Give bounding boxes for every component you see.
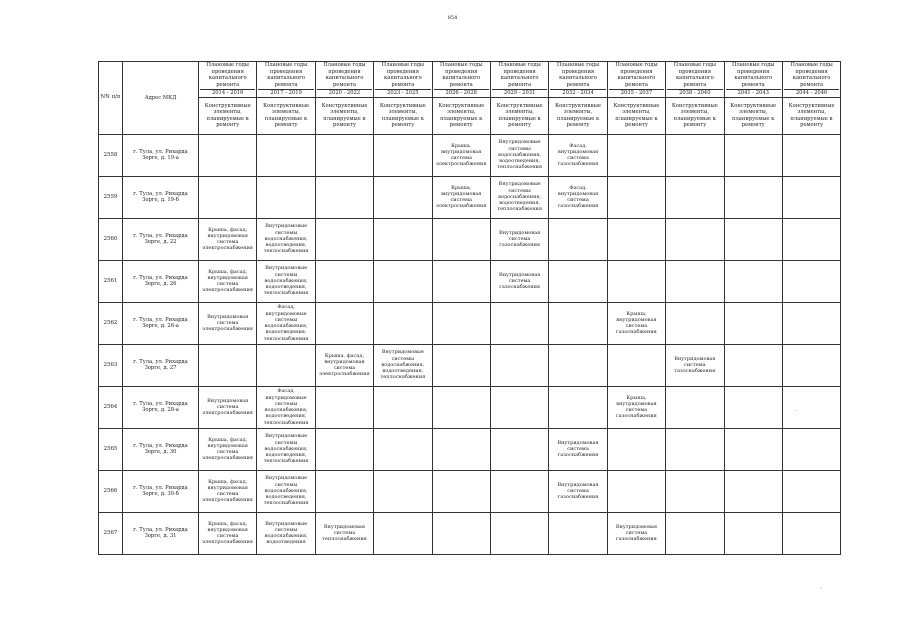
repair-cell	[724, 470, 782, 512]
repair-cell: Крыша, фасад, внутридомовая система электроснабжения	[199, 218, 257, 260]
row-address: г. Тула, ул. Рихарда Зорге, д. 28-а	[123, 386, 199, 428]
repair-cell	[782, 470, 840, 512]
row-address: г. Тула, ул. Рихарда Зорге, д. 30-б	[123, 470, 199, 512]
row-address: г. Тула, ул. Рихарда Зорге, д. 19-а	[123, 134, 199, 176]
row-number: 2563	[99, 344, 123, 386]
repair-cell	[315, 260, 373, 302]
header-period-title: Плановые годы проведения капитального ремонта	[381, 62, 425, 88]
repair-cell	[782, 512, 840, 554]
header-period	[490, 62, 548, 98]
table-row	[99, 302, 841, 344]
row-address: г. Тула, ул. Рихарда Зорге, д. 26-а	[123, 302, 199, 344]
table-row	[99, 344, 841, 386]
header-num: NN п/п	[99, 62, 123, 135]
row-address: г. Тула, ул. Рихарда Зорге, д. 26	[123, 260, 199, 302]
repair-cell	[490, 470, 548, 512]
header-period-years: 2044 - 2046	[784, 89, 839, 97]
repair-cell: Внутридомовые системы водоснабжения, водоотведения, теплоснабжения	[257, 470, 315, 512]
repair-cell: Внутридомовые системы водоснабжения, водоотведения, теплоснабжения	[257, 428, 315, 470]
header-elements: Конструктивные элементы, планируемые к ремонту	[607, 97, 665, 134]
header-period-years: 2026 - 2028	[434, 89, 489, 97]
header-elements: Конструктивные элементы, планируемые к ремонту	[257, 97, 315, 134]
scan-speck: ·	[795, 408, 797, 415]
repair-cell	[607, 344, 665, 386]
repair-cell: Крыша, фасад, внутридомовая система электроснабжения	[315, 344, 373, 386]
row-number: 2566	[99, 470, 123, 512]
repair-cell	[315, 176, 373, 218]
repair-cell	[490, 428, 548, 470]
header-period-years: 2020 - 2022	[317, 89, 372, 97]
repair-cell	[666, 470, 724, 512]
repair-cell	[490, 302, 548, 344]
repair-cell	[257, 176, 315, 218]
repair-cell: Фасад, внутридомовая система газоснабжения	[549, 134, 607, 176]
row-number: 2559	[99, 176, 123, 218]
repair-cell	[782, 260, 840, 302]
repair-cell	[432, 386, 490, 428]
header-period	[666, 62, 724, 98]
row-address: г. Тула, ул. Рихарда Зорге, д. 30	[123, 428, 199, 470]
repair-cell	[374, 218, 432, 260]
repair-cell: Внутридомовая система газоснабжения	[549, 470, 607, 512]
repair-cell	[432, 302, 490, 344]
repair-cell	[666, 218, 724, 260]
row-number: 2564	[99, 386, 123, 428]
repair-cell: Крыша, внутридомовая система электроснабжения	[432, 176, 490, 218]
header-period-title: Плановые годы проведения капитального ремонта	[731, 62, 775, 88]
repair-cell: Внутридомовые системы водоснабжения, водоотведения, теплоснабжения	[490, 134, 548, 176]
header-elements: Конструктивные элементы, планируемые к ремонту	[315, 97, 373, 134]
header-elements: Конструктивные элементы, планируемые к ремонту	[666, 97, 724, 134]
repair-cell	[724, 134, 782, 176]
repair-cell: Внутридомовая система электроснабжения	[199, 302, 257, 344]
row-number: 2562	[99, 302, 123, 344]
header-period	[257, 62, 315, 98]
header-period-years: 2017 - 2019	[258, 89, 313, 97]
repair-cell: Внутридомовые системы водоснабжения, водоотведения, теплоснабжения	[257, 218, 315, 260]
repair-cell	[432, 344, 490, 386]
repair-cell: Внутридомовая система газоснабжения	[666, 344, 724, 386]
row-number: 2560	[99, 218, 123, 260]
header-period-years: 2029 - 2031	[492, 89, 547, 97]
repair-cell	[432, 512, 490, 554]
repair-cell	[490, 386, 548, 428]
repair-cell	[374, 386, 432, 428]
header-period	[199, 62, 257, 98]
repair-cell	[432, 260, 490, 302]
repair-cell	[782, 134, 840, 176]
repair-cell	[315, 386, 373, 428]
repair-cell: Внутридомовая система электроснабжения	[199, 386, 257, 428]
header-period-title: Плановые годы проведения капитального ремонта	[790, 62, 833, 88]
repair-cell	[782, 344, 840, 386]
repair-cell	[432, 470, 490, 512]
header-row-elements	[99, 97, 841, 134]
table-row	[99, 134, 841, 176]
repair-cell: Крыша, внутридомовая система газоснабжения	[607, 302, 665, 344]
repair-cell	[666, 428, 724, 470]
repair-cell	[724, 260, 782, 302]
header-period-title: Плановые годы проведения капитального ремонта	[264, 62, 308, 88]
repair-cell	[199, 176, 257, 218]
header-row-periods	[99, 62, 841, 98]
repair-cell	[549, 512, 607, 554]
repair-cell	[257, 344, 315, 386]
table-row	[99, 176, 841, 218]
repair-cell	[607, 218, 665, 260]
header-period	[782, 62, 840, 98]
header-period-years: 2035 - 2037	[609, 89, 664, 97]
repair-cell	[724, 302, 782, 344]
repair-cell	[199, 134, 257, 176]
row-address: г. Тула, ул. Рихарда Зорге, д. 19-б	[123, 176, 199, 218]
row-number: 2561	[99, 260, 123, 302]
header-address: Адрес МКД	[123, 62, 199, 135]
repair-cell	[724, 512, 782, 554]
repair-cell	[607, 134, 665, 176]
header-elements: Конструктивные элементы, планируемые к ремонту	[549, 97, 607, 134]
repair-cell	[724, 344, 782, 386]
repair-cell: Крыша, фасад, внутридомовая система электроснабжения	[199, 512, 257, 554]
repair-cell: Внутридомовые системы водоснабжения, водоотведения	[257, 512, 315, 554]
table-row	[99, 386, 841, 428]
repair-cell	[432, 428, 490, 470]
repair-cell	[374, 302, 432, 344]
repair-cell	[782, 428, 840, 470]
repair-cell: Внутридомовая система газоснабжения	[490, 260, 548, 302]
repair-cell	[315, 134, 373, 176]
repair-cell: Крыша, фасад, внутридомовая система электроснабжения	[199, 428, 257, 470]
header-elements: Конструктивные элементы, планируемые к ремонту	[374, 97, 432, 134]
header-period-title: Плановые годы проведения капитального ремонта	[323, 62, 366, 88]
header-elements: Конструктивные элементы, планируемые к ремонту	[199, 97, 257, 134]
repair-cell	[782, 176, 840, 218]
repair-cell	[607, 428, 665, 470]
header-period-years: 2023 - 2025	[375, 89, 430, 97]
table-row	[99, 428, 841, 470]
header-period	[432, 62, 490, 98]
repair-cell	[666, 302, 724, 344]
repair-cell	[782, 302, 840, 344]
repair-cell	[315, 302, 373, 344]
repair-cell: Крыша, внутридомовая система газоснабжения	[607, 386, 665, 428]
repair-cell	[374, 428, 432, 470]
repair-cell	[666, 134, 724, 176]
scan-speck: ·	[820, 585, 822, 592]
repair-cell: Внутридомовые системы водоснабжения, водоотведения, теплоснабжения	[490, 176, 548, 218]
header-period-years: 2038 - 2040	[667, 89, 722, 97]
repair-cell	[374, 512, 432, 554]
repair-cell: Крыша, фасад, внутридомовая система электроснабжения	[199, 260, 257, 302]
header-period-title: Плановые годы проведения капитального ремонта	[673, 62, 717, 88]
repair-cell	[549, 302, 607, 344]
row-number: 2565	[99, 428, 123, 470]
header-period-title: Плановые годы проведения капитального ремонта	[556, 62, 600, 88]
header-period	[607, 62, 665, 98]
row-address: г. Тула, ул. Рихарда Зорге, д. 22	[123, 218, 199, 260]
header-elements: Конструктивные элементы, планируемые к ремонту	[490, 97, 548, 134]
repair-cell	[490, 344, 548, 386]
repair-cell	[724, 218, 782, 260]
repair-cell	[374, 176, 432, 218]
repair-cell	[374, 260, 432, 302]
repair-cell	[724, 176, 782, 218]
repair-cell	[315, 428, 373, 470]
table-row	[99, 218, 841, 260]
repair-cell: Фасад, внутридомовые системы водоснабжения, водоотведения, теплоснабжения	[257, 302, 315, 344]
repair-cell	[782, 386, 840, 428]
header-period	[549, 62, 607, 98]
header-period-title: Плановые годы проведения капитального ремонта	[440, 62, 483, 88]
capital-repair-table	[98, 61, 841, 555]
repair-cell: Фасад, внутридомовая система газоснабжения	[549, 176, 607, 218]
row-number: 2567	[99, 512, 123, 554]
row-address: г. Тула, ул. Рихарда Зорге, д. 31	[123, 512, 199, 554]
header-elements: Конструктивные элементы, планируемые к ремонту	[724, 97, 782, 134]
table-row	[99, 512, 841, 554]
repair-cell	[374, 470, 432, 512]
repair-cell	[666, 386, 724, 428]
header-elements: Конструктивные элементы, планируемые к ремонту	[432, 97, 490, 134]
repair-cell	[724, 428, 782, 470]
repair-cell: Фасад, внутридомовые системы водоснабжения, водоотведения, теплоснабжения	[257, 386, 315, 428]
repair-cell	[374, 134, 432, 176]
repair-cell: Внутридомовые системы водоснабжения, водоотведения, теплоснабжения	[374, 344, 432, 386]
header-elements: Конструктивные элементы, планируемые к ремонту	[782, 97, 840, 134]
repair-cell	[315, 218, 373, 260]
repair-cell: Внутридомовая система газоснабжения	[549, 428, 607, 470]
repair-cell	[666, 176, 724, 218]
repair-cell	[549, 344, 607, 386]
repair-cell	[549, 218, 607, 260]
header-period	[315, 62, 373, 98]
repair-cell: Внутридомовая система теплоснабжения	[315, 512, 373, 554]
table-row	[99, 470, 841, 512]
repair-cell	[549, 386, 607, 428]
repair-cell: Крыша, фасад, внутридомовая система электроснабжения	[199, 470, 257, 512]
header-period-years: 2041 - 2043	[726, 89, 781, 97]
header-period-years: 2032 - 2034	[550, 89, 605, 97]
header-period	[724, 62, 782, 98]
repair-cell	[315, 470, 373, 512]
repair-cell: Внутридомовая система газоснабжения	[607, 512, 665, 554]
repair-cell	[549, 260, 607, 302]
repair-cell	[490, 512, 548, 554]
repair-cell	[666, 260, 724, 302]
repair-cell	[666, 512, 724, 554]
repair-cell	[432, 218, 490, 260]
repair-cell: Внутридомовая система газоснабжения	[490, 218, 548, 260]
header-period-title: Плановые годы проведения капитального ремонта	[498, 62, 541, 88]
repair-cell: Крыша, внутридомовая система электроснабжения	[432, 134, 490, 176]
header-period-years: 2014 - 2016	[200, 89, 255, 97]
repair-cell	[607, 176, 665, 218]
header-period	[374, 62, 432, 98]
repair-cell	[257, 134, 315, 176]
row-number: 2558	[99, 134, 123, 176]
header-period-title: Плановые годы проведения капитального ремонта	[206, 62, 249, 88]
repair-cell	[607, 260, 665, 302]
page-number: 854	[447, 15, 458, 21]
header-period-title: Плановые годы проведения капитального ремонта	[615, 62, 658, 88]
repair-cell	[607, 470, 665, 512]
repair-cell	[782, 218, 840, 260]
table-row	[99, 260, 841, 302]
row-address: г. Тула, ул. Рихарда Зорге, д. 27	[123, 344, 199, 386]
repair-cell: Внутридомовые системы водоснабжения, водоотведения, теплоснабжения	[257, 260, 315, 302]
repair-cell	[199, 344, 257, 386]
repair-cell	[724, 386, 782, 428]
